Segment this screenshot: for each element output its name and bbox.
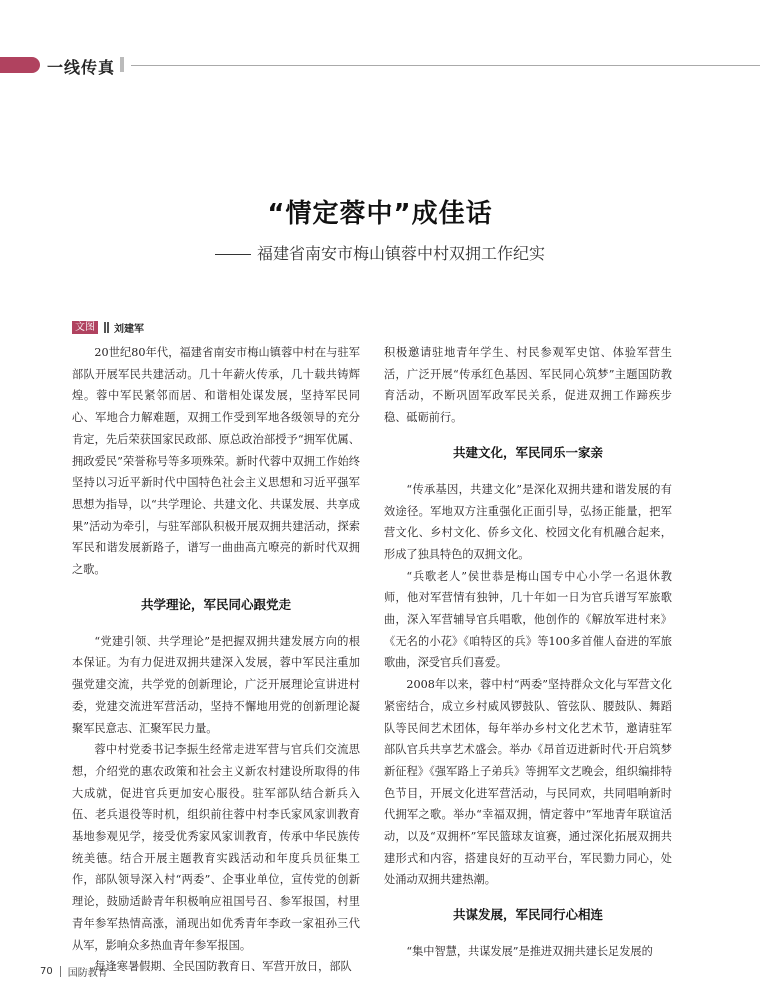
paragraph: 20世纪80年代，福建省南安市梅山镇蓉中村在与驻军部队开展军民共建活动。几十年薪火传承，几十载共铸辉煌。蓉中军民紧邻而居、和谐相处谋发展，坚持军民同心、军地合力解难题，双拥工作受到军地各级领导的充分肯定，先后荣获国家民政部、原总政治部授予“拥军优属、拥政爱民”荣誉称号等多项殊荣。新时代蓉中双拥工作始终坚持以习近平新时代中国特色社会主义思想和习近平强军思想为指导，以“共学理论、共建文化、共谋发展、共享成果”活动为牵引，与驻军部队积极开展双拥共建活动，探索军民和谐发展新路子，谱写一曲曲高亢嘹亮的新时代双拥之歌。 bbox=[72, 346, 360, 577]
section-divider-mark bbox=[120, 57, 124, 72]
paragraph: “传承基因，共建文化”是深化双拥共建和谐发展的有效途径。军地双方注重强化正面引导，弘扬正能量，把军营文化、乡村文化、侨乡文化、校园文化有机融合起来，形成了独具特色的双拥文化。 bbox=[384, 482, 672, 561]
page-number: 70 bbox=[40, 966, 53, 977]
journal-name: 国防教育 bbox=[67, 968, 108, 979]
paragraph: “集中智慧，共谋发展”是推进双拥共建长足发展的 bbox=[406, 945, 653, 959]
right-column bbox=[384, 342, 672, 963]
article-subtitle: 福建省南安市梅山镇蓉中村双拥工作纪实 bbox=[256, 244, 545, 263]
paragraph-continued: 积极邀请驻地青年学生、村民参观军史馆、体验军营生活，广泛开展“传承红色基因、军民同心筑梦”主题国防教育活动，不断巩固军政军民关系，促进双拥工作蹄疾步稳、砥砺前行。 bbox=[384, 346, 672, 425]
left-column bbox=[72, 342, 360, 978]
byline bbox=[72, 320, 144, 335]
byline-separator bbox=[104, 322, 106, 333]
page-footer bbox=[40, 964, 108, 979]
section-heading: 共谋发展，军民同行心相连 bbox=[452, 907, 603, 923]
section-heading: 共建文化，军民同乐一家亲 bbox=[452, 444, 603, 460]
byline-tag: 文图 bbox=[72, 321, 98, 334]
subtitle-dash bbox=[215, 254, 251, 255]
article-subtitle-block bbox=[0, 241, 760, 264]
paragraph: 2008年以来，蓉中村“两委”坚持群众文化与军营文化紧密结合，成立乡村威风锣鼓队、管弦队、腰鼓队、舞蹈队等民间艺术团体，每年举办乡村文化艺术节，邀请驻军部队官兵共享艺术盛会。举办《昂首迈进新时代·开启筑梦新征程》《强军路上子弟兵》等拥军文艺晚会，组织编排特色节目，开展文化进军营活动，与民同欢，共同唱响新时代拥军之歌。举办“幸福双拥，情定蓉中”军地青年联谊活动，以及“双拥杯”军民篮球友谊赛，通过深化拓展双拥共建形式和内容，搭建良好的互动平台，军民勠力同心，处处涌动双拥共建热潮。 bbox=[384, 678, 672, 887]
paragraph: 每逢寒暑假期、全民国防教育日、军营开放日，部队 bbox=[94, 960, 352, 974]
article-title: “情定蓉中”成佳话 bbox=[267, 199, 493, 229]
section-title: 一线传真 bbox=[47, 58, 116, 77]
author-name: 刘建军 bbox=[114, 324, 144, 335]
footer-divider bbox=[60, 966, 61, 977]
section-heading: 共学理论，军民同心跟党走 bbox=[140, 596, 291, 612]
section-accent-bar bbox=[0, 57, 40, 73]
section-rule-line bbox=[131, 65, 760, 66]
paragraph: “党建引领、共学理论”是把握双拥共建发展方向的根本保证。为有力促进双拥共建深入发展，蓉中军民注重加强党建交流，共学党的创新理论，广泛开展理论宣讲进村委，党建交流进军营活动，坚持不懈地用党的创新理论凝聚军民意志、汇聚军民力量。 bbox=[72, 634, 360, 735]
paragraph: “兵歌老人”侯世恭是梅山国专中心小学一名退休教师，他对军营情有独钟，几十年如一日为官兵谱写军旅歌曲，深入军营辅导官兵唱歌，他创作的《解放军进村来》《无名的小花》《咱特区的兵》等100多首催人奋进的军旅歌曲，深受官兵们喜爱。 bbox=[384, 569, 672, 670]
paragraph: 蓉中村党委书记李振生经常走进军营与官兵们交流思想，介绍党的惠农政策和社会主义新农村建设所取得的伟大成就，促进官兵更加安心服役。驻军部队结合新兵入伍、老兵退役等时机，组织前往蓉中村李氏家风家训教育基地参观见学，接受优秀家风家训教育，传承中华民族传统美德。结合开展主题教育实践活动和年度兵员征集工作，部队领导深入村“两委”、企事业单位，宣传党的创新理论，鼓励适龄青年积极响应祖国号召、参军报国，村里青年参军热情高涨，涌现出如优秀青年李政一家祖孙三代从军，影响众多热血青年参军报国。 bbox=[72, 743, 360, 952]
